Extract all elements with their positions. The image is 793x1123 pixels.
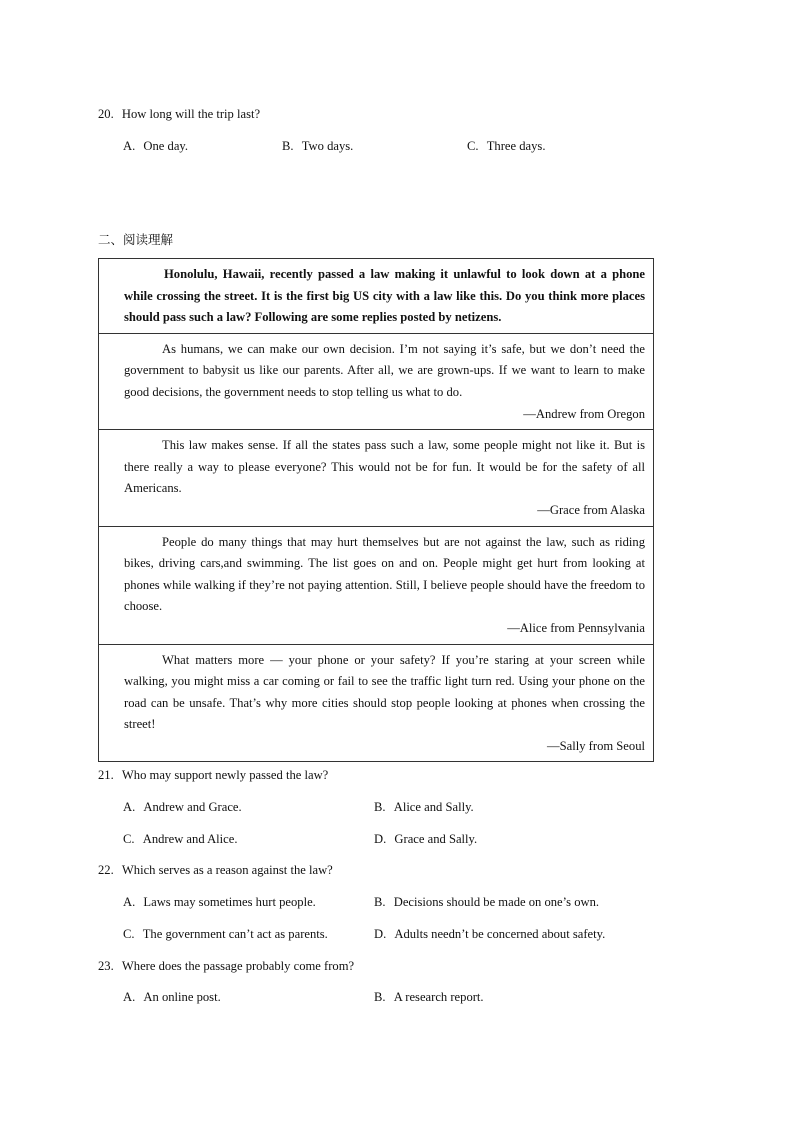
option-b: B. Alice and Sally. — [374, 800, 474, 814]
reply-andrew — [99, 333, 654, 429]
question-number: 20. — [98, 107, 114, 121]
question-text: How long will the trip last? — [121, 107, 261, 121]
question-stem — [98, 863, 333, 878]
option-c: C. Three days. — [467, 139, 546, 153]
option-c: C. The government can’t act as parents. — [123, 927, 328, 941]
question-text: Which serves as a reason against the law? — [121, 863, 333, 877]
reply-text: As humans, we can make our own decision. I’m not saying it’s safe, but we don’t need the government to babysit us like our parents. After all, we are grown-ups. If we want to learn to make good decisions, the government needs to stop telling us what to do. — [124, 341, 645, 399]
reply-grace — [99, 430, 654, 526]
question-text: Where does the passage probably come from? — [121, 959, 355, 973]
option-a: A. Andrew and Grace. — [123, 800, 242, 814]
passage-intro — [99, 259, 654, 334]
reply-text: What matters more — your phone or your safety? If you’re staring at your screen while walking, you might miss a car coming or fail to see the traffic light turn red. Using your phone on the road can be unsafe. That’s why more cities should stop people looking at phones when crossing the street! — [124, 652, 645, 732]
option-d: D. Adults needn’t be concerned about safety. — [374, 927, 606, 941]
question-stem — [98, 768, 328, 783]
question-stem — [98, 107, 260, 122]
option-b: B. Two days. — [282, 139, 354, 153]
reply-author: —Andrew from Oregon — [523, 406, 645, 421]
question-text: Who may support newly passed the law? — [121, 768, 329, 782]
reply-sally — [99, 644, 654, 762]
question-number: 21. — [98, 768, 114, 782]
reply-alice — [99, 526, 654, 644]
option-a: A. Laws may sometimes hurt people. — [123, 895, 316, 909]
reply-text: This law makes sense. If all the states pass such a law, some people might not like it. But is there really a way to please everyone? This would not be for fun. It would be for the safety of all Americans. — [124, 438, 645, 496]
section-title: 二、阅读理解 — [98, 232, 174, 247]
reply-author: —Grace from Alaska — [537, 502, 645, 517]
option-c: C. Andrew and Alice. — [123, 832, 238, 846]
option-b: B. A research report. — [374, 990, 484, 1004]
question-number: 22. — [98, 863, 114, 877]
question-number: 23. — [98, 959, 114, 973]
reply-author: —Alice from Pennsylvania — [507, 620, 645, 635]
option-a: A. One day. — [123, 139, 189, 153]
option-d: D. Grace and Sally. — [374, 832, 478, 846]
reply-text: People do many things that may hurt themselves but are not against the law, such as riding bikes, driving cars,and swimming. The list goes on and on. People might get hurt from looking at phones while walking if they’re not paying attention. Still, I believe people should have the freedom to choose. — [124, 534, 645, 614]
option-a: A. An online post. — [123, 990, 221, 1004]
option-b: B. Decisions should be made on one’s own. — [374, 895, 600, 909]
reply-author: —Sally from Seoul — [547, 738, 645, 753]
intro-text: Honolulu, Hawaii, recently passed a law making it unlawful to look down at a phone while crossing the street. It is the first big US city with a law like this. Do you think more places should pass such a law? Following are some replies posted by netizens. — [124, 267, 645, 325]
question-stem — [98, 959, 354, 974]
passage-table — [98, 258, 654, 762]
